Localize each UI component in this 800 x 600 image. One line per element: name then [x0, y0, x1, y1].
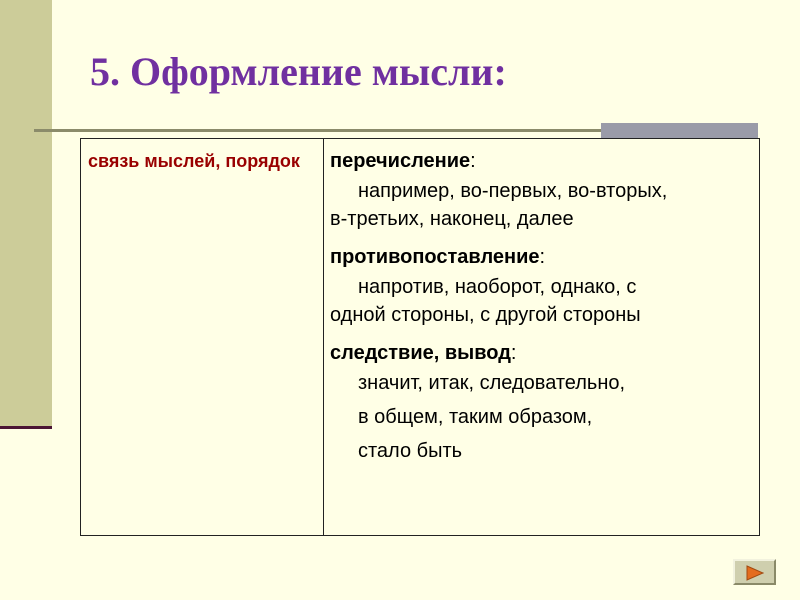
section-heading-colon: :	[539, 246, 546, 268]
section-line-text: в общем, таким образом,	[358, 406, 593, 428]
section-heading-contrast	[330, 245, 751, 269]
section-line-text: стало быть	[358, 440, 463, 462]
left-cell	[81, 139, 324, 536]
table-row	[81, 139, 760, 536]
section-line	[330, 401, 751, 433]
title-divider-block	[601, 123, 758, 138]
section-line	[330, 203, 751, 235]
left-decorative-bar	[0, 0, 52, 426]
section-line-text: напротив, наоборот, однако, с	[358, 276, 637, 298]
left-label: связь мыслей, порядок	[88, 151, 300, 171]
section-line	[330, 299, 751, 331]
section-heading-text: противопоставление	[330, 246, 540, 268]
play-right-icon	[746, 565, 764, 581]
right-cell	[324, 139, 760, 536]
left-accent-line	[0, 426, 52, 429]
section-heading-conclusion	[330, 341, 751, 365]
section-heading-colon: :	[510, 342, 517, 364]
section-line-text: одной стороны, с другой стороны	[330, 304, 641, 326]
section-line-text: в-третьих, наконец, далее	[330, 208, 574, 230]
section-line-text: например, во-первых, во-вторых,	[358, 180, 668, 202]
section-line-text: значит, итак, следовательно,	[358, 372, 626, 394]
section-heading-text: следствие, вывод	[330, 342, 511, 364]
section-heading-text: перечисление	[330, 150, 471, 172]
section-heading-enumeration	[330, 149, 751, 173]
slide-title: 5. Оформление мысли:	[90, 49, 507, 94]
section-line	[330, 367, 751, 399]
next-slide-button[interactable]	[733, 559, 776, 585]
section-line	[330, 435, 751, 467]
content-table	[80, 138, 760, 536]
section-heading-colon: :	[470, 150, 476, 172]
